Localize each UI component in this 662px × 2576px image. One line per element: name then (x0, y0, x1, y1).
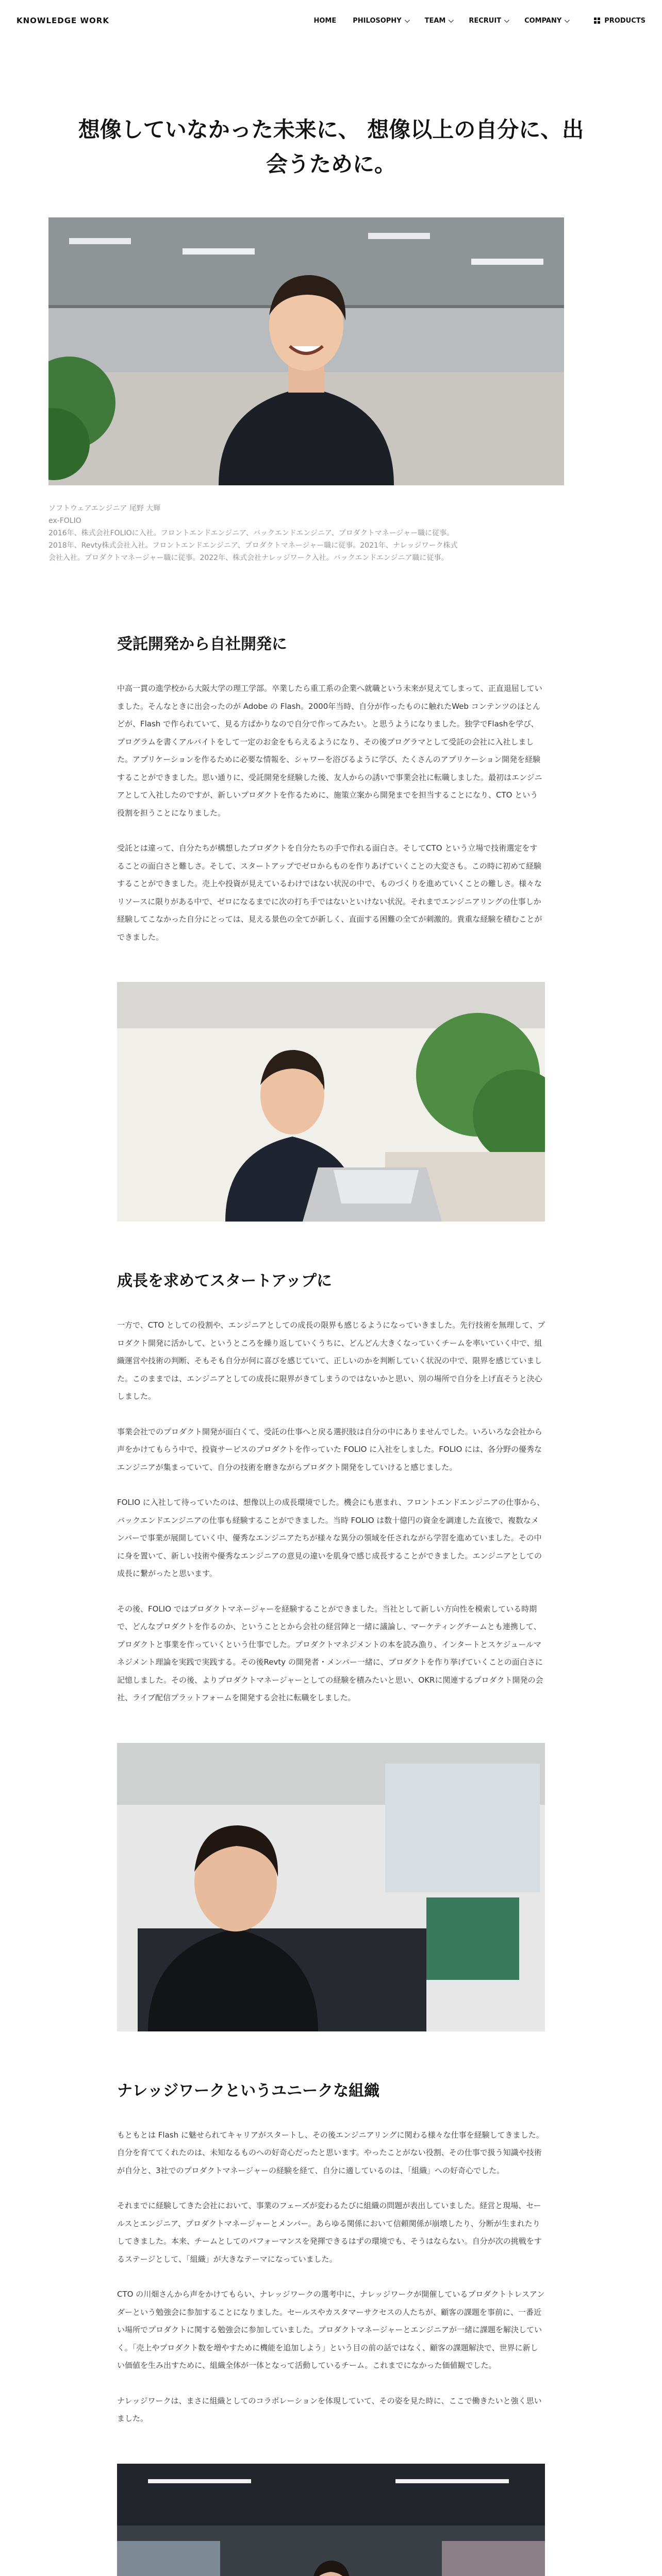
main-nav (314, 17, 646, 25)
chevron-down-icon (504, 18, 509, 23)
nav-team-label: TEAM (424, 16, 446, 25)
nav-team[interactable] (425, 17, 453, 25)
nav-company[interactable] (524, 17, 568, 25)
paragraph: CTO の川畑さんから声をかけてもらい、ナレッジワークの選考中に、ナレッジワークが開催しているプロダクトトレスアンダーという勉強会に参加することになりました。セールスやカスタマーサクセスの人たちが、顧客の課題を事前に、一番近い場所でプロダクトに関する勉強会に参加していました。プロダクトマネージャーとエンジニアが一緒に課題を解決していく。「売上やプロダクト数を増やすために機能を追加しよう」という目の前の話ではなく、顧客の課題解決で、世界に新しい価値を生み出すために、組織全体が一体となって活動しているチーム。これまでになかった価値観でした。 (117, 2290, 545, 2370)
page-title: 想像していなかった未来に、 想像以上の自分に、出会うために。 (78, 117, 584, 177)
nav-home[interactable] (314, 17, 337, 25)
grid-icon (594, 18, 600, 24)
chevron-down-icon (405, 18, 410, 23)
nav-company-label: COMPANY (524, 16, 562, 25)
paragraph: 受託とは違って、自分たちが構想したプロダクトを自分たちの手で作れる面白さ。そしてCTO という立場で技術選定をすることの面白さと難しさ。そして、スタートアップでゼロからものを作りあげていくことの大変さも。この時に初めて経験することができました。売上や投資が見えているわけではない状況の中で、ものづくりを進めていくことの難しさ。様々なリソースに限りがある中で、ゼロになるまでに次の打ち手ではないといけない状況。それまでエンジニアリングの仕事しか経験してこなかった自分にとっては、見える景色の全てが新しく、直面する困難の全てが刺激的。貴重な経験を積むことができました。 (117, 843, 542, 942)
caption-name: ソフトウェアエンジニア 尾野 大輝 (48, 504, 161, 513)
chevron-down-icon (565, 18, 570, 23)
chevron-down-icon (449, 18, 454, 23)
section-photo (117, 982, 545, 1222)
logo-text: KNOWLEDGE WORK (16, 16, 109, 25)
nav-products-label: PRODUCTS (604, 16, 646, 25)
paragraph: 一方で、CTO としての役割や、エンジニアとしての成長の限界も感じるようになっていきました。先行技術を無理して、プロダクト開発に活かして、というところを繰り返していくうちに、どんどん大きくなっていくチームを率いていく中で、組織運営や技術の判断、そもそも自分が何に喜びを感じていて、正しいのかを判断していく状況の中で、限界を感じていました。このままでは、エンジニアとしての成長に限界がきてしまうのではないかと思い、別の場所で自分を上げ直そうと決心しました。 (117, 1320, 545, 1401)
section-title: 受託開発から自社開発に (117, 635, 287, 654)
nav-philosophy[interactable] (353, 17, 408, 25)
paragraph: もともとは Flash に魅せられてキャリアがスタートし、その後エンジニアリングに関わる様々な仕事を経験してきました。自分を育ててくれたのは、未知なるものへの好奇心だったと思います。やったことがない役割、その仕事で扱う知識や技術が自分と、3社でのプロダクトマネージャーの経験を経て、自分に適しているのは、「組織」への好奇心でした。 (117, 2130, 544, 2175)
section-photo (117, 1743, 545, 2031)
site-header (0, 0, 662, 41)
nav-home-label: HOME (313, 16, 337, 25)
paragraph: その後、FOLIO ではプロダクトマネージャーを経験することができました。当社として新しい方向性を模索している時期で、どんなプロダクトを作るのか、ということとから会社の経営陣と一緒に議論し、マーケティングチームとも連携して、プロダクトと事業を作っていくという仕事でした。プロダクトマネジメントの本を読み漁り、インタートとスケジュールマネジメント理論を実践で実践する。その後Revty の開発者・メンバー一緒に、プロダクトを作り挙げていくことの面白さに記憶しました。その後、よりプロダクトマネージャーとしての経験を積みたいと思い、OKRに関連するプロダクト開発の会社、ライブ配信プラットフォームを開発する会社に転職をしました。 (117, 1604, 543, 1703)
paragraph: 中高一貫の進学校から大阪大学の理工学部。卒業したら重工系の企業へ就職という未来が見えてしまって、正直退屈していました。そんなときに出会ったのが Adobe の Flash。2000年当時、自分が作ったものに触れたWeb コンテンツのほとんどが、Flash で作られていて、見る方ばかりなので自分で作ってみたい。と思うようになりました。独学でFlashを学び、プログラムを書くアルバイトをして一定のお金をもらえるようになり、その後プログラマとして受託の会社に入社しました。アプリケーションを作るために必要な情報を、シャワーを浴びるように学び、たくさんのアプリケーション開発を経験することができました。思い通りに、受託開発を経験した後、友人からの誘いで事業会社に転職しました。最初はエンジニアとして入社したのですが、新しいプロダクトを作るために、施策立案から開発までを担当することになり、CTO という役割を担うことになりました。 (117, 684, 542, 818)
nav-recruit[interactable] (469, 17, 508, 25)
hero-photo (48, 217, 564, 485)
article (0, 41, 662, 2576)
caption-former: ex-FOLIO (48, 517, 81, 526)
site-logo[interactable] (16, 16, 109, 25)
nav-products[interactable] (594, 17, 646, 25)
section-title: 成長を求めてスタートアップに (117, 1272, 332, 1291)
profile-caption (48, 503, 461, 564)
paragraph: 事業会社でのプロダクト開発が面白くて、受託の仕事へと戻る選択肢は自分の中にありませんでした。いろいろな会社から声をかけてもらう中で、投資サービスのプロダクトを作っていた FOLIO に入社をしました。FOLIO には、各分野の優秀なエンジニアが集まっていて、自分の技術を磨きながらプロダクト開発をしていけると感じました。 (117, 1427, 542, 1472)
paragraph: ナレッジワークは、まさに組織としてのコラボレーションを体現していて、その姿を見た時に、ここで働きたいと強く思いました。 (117, 2396, 542, 2424)
nav-recruit-label: RECRUIT (469, 16, 502, 25)
paragraph: それまでに経験してきた会社において、事業のフェーズが変わるたびに組織の問題が表出していました。経営と現場、セールスとエンジニア、プロダクトマネージャーとメンバー。あらゆる関係において信頼関係が崩壊したり、分断が生まれたりしてきました。本来、チームとしてのパフォーマンスを発揮できるはずの環境でも、そうはならない。自分が次の挑戦をするステージとして、「組織」が大きなテーマになっていました。 (117, 2201, 542, 2264)
nav-philosophy-label: PHILOSOPHY (353, 16, 402, 25)
section-title: ナレッジワークというユニークな組織 (117, 2081, 380, 2100)
paragraph: FOLIO に入社して待っていたのは、想像以上の成長環境でした。機会にも恵まれ、フロントエンドエンジニアの仕事から、バックエンドエンジニアの仕事も経験することができました。当時 FOLIO は数十億円の資金を調達した直後で、複数なメンバーで事業が展開していく中、優秀なエンジニアたちが様々な異分の領域を任されながら学習を進めていました。その中に身を置いて、新しい技術や優秀なエンジニアの意見の違いを肌身で感じ成長することができました。エンジニアとしての成長に繋がったと思います。 (117, 1498, 545, 1579)
caption-career: 2016年、株式会社FOLIOに入社。フロントエンドエンジニア、バックエンドエンジニア、プロダクトマネージャー職に従事。2018年、Revty株式会社入社。フロントエンドエンジニア、プロダクトマネージャー職に従事。2021年、ナレッジワーク株式会社入社。プロダクトマネージャー職に従事。2022年、株式会社ナレッジワーク入社。バックエンドエンジニア職に従事。 (48, 529, 458, 562)
section-photo (117, 2464, 545, 2576)
